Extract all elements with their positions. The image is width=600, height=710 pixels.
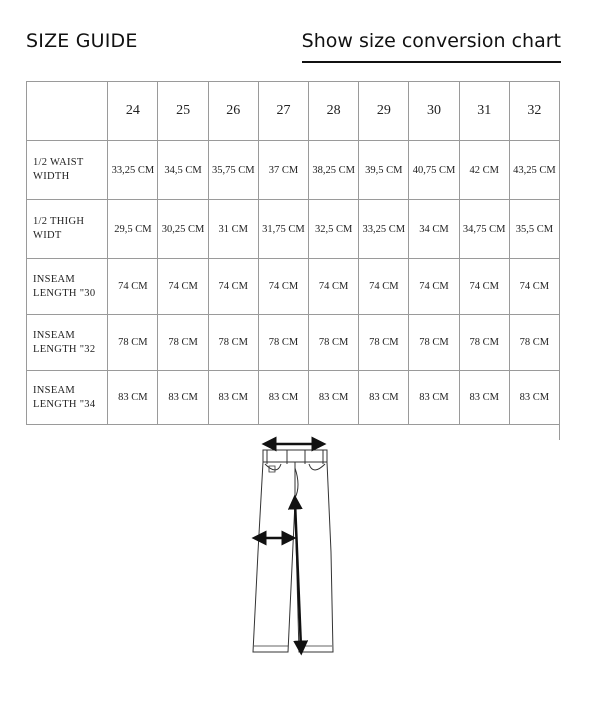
- size-header: 26: [208, 82, 258, 141]
- table-cell: 34,75 CM: [459, 200, 509, 259]
- table-cell: 78 CM: [509, 315, 559, 371]
- table-cell: 34 CM: [409, 200, 459, 259]
- table-cell: 83 CM: [309, 371, 359, 425]
- table-cell: 78 CM: [108, 315, 158, 371]
- table-cell: 31 CM: [208, 200, 258, 259]
- table-cell: 78 CM: [409, 315, 459, 371]
- row-label: INSEAM LENGTH "30: [27, 259, 108, 315]
- table-cell: 83 CM: [108, 371, 158, 425]
- table-cell: 74 CM: [208, 259, 258, 315]
- table-cell: 40,75 CM: [409, 141, 459, 200]
- table-cell: 78 CM: [459, 315, 509, 371]
- table-cell: 74 CM: [258, 259, 308, 315]
- jeans-measurement-icon: [235, 432, 355, 660]
- table-cell: 83 CM: [409, 371, 459, 425]
- size-header: 25: [158, 82, 208, 141]
- page-title: SIZE GUIDE: [26, 30, 138, 52]
- table-cell: 35,75 CM: [208, 141, 258, 200]
- table-cell: 42 CM: [459, 141, 509, 200]
- size-guide-table: [26, 81, 560, 425]
- table-cell: 33,25 CM: [108, 141, 158, 200]
- table-cell: 43,25 CM: [509, 141, 559, 200]
- table-cell: 74 CM: [509, 259, 559, 315]
- table-cell: 83 CM: [158, 371, 208, 425]
- table-cell: 74 CM: [108, 259, 158, 315]
- table-cell: 31,75 CM: [258, 200, 308, 259]
- table-cell: 38,25 CM: [309, 141, 359, 200]
- table-cell: 37 CM: [258, 141, 308, 200]
- table-row-inseam-30: [27, 259, 560, 315]
- table-header-row: [27, 82, 560, 141]
- size-header: 28: [309, 82, 359, 141]
- table-cell: 83 CM: [258, 371, 308, 425]
- table-cell: 30,25 CM: [158, 200, 208, 259]
- row-label: 1/2 WAIST WIDTH: [27, 141, 108, 200]
- size-conversion-chart-link[interactable]: Show size conversion chart: [302, 30, 561, 63]
- table-cell: 83 CM: [459, 371, 509, 425]
- table-cell: 33,25 CM: [359, 200, 409, 259]
- table-cell: 78 CM: [158, 315, 208, 371]
- table-cell: 29,5 CM: [108, 200, 158, 259]
- table-cell: 83 CM: [509, 371, 559, 425]
- table-row-inseam-34: [27, 371, 560, 425]
- table-cell: 35,5 CM: [509, 200, 559, 259]
- row-label: 1/2 THIGH WIDT: [27, 200, 108, 259]
- row-label: INSEAM LENGTH "32: [27, 315, 108, 371]
- table-cell: 34,5 CM: [158, 141, 208, 200]
- table-cell: 74 CM: [359, 259, 409, 315]
- table-cell: 78 CM: [309, 315, 359, 371]
- table-cell: 78 CM: [359, 315, 409, 371]
- table-cell: 74 CM: [459, 259, 509, 315]
- table-row-thigh-width: [27, 200, 560, 259]
- table-cell: 83 CM: [359, 371, 409, 425]
- table-cell: 78 CM: [258, 315, 308, 371]
- size-header: 30: [409, 82, 459, 141]
- table-corner-cell: [27, 82, 108, 141]
- table-cell: 74 CM: [309, 259, 359, 315]
- table-cell: 74 CM: [409, 259, 459, 315]
- table-row-inseam-32: [27, 315, 560, 371]
- size-header: 32: [509, 82, 559, 141]
- size-header: 31: [459, 82, 509, 141]
- divider: [559, 418, 560, 440]
- table-cell: 78 CM: [208, 315, 258, 371]
- size-header: 24: [108, 82, 158, 141]
- size-header: 27: [258, 82, 308, 141]
- table-cell: 39,5 CM: [359, 141, 409, 200]
- size-header: 29: [359, 82, 409, 141]
- row-label: INSEAM LENGTH "34: [27, 371, 108, 425]
- table-cell: 83 CM: [208, 371, 258, 425]
- table-cell: 74 CM: [158, 259, 208, 315]
- table-cell: 32,5 CM: [309, 200, 359, 259]
- table-row-waist-width: [27, 141, 560, 200]
